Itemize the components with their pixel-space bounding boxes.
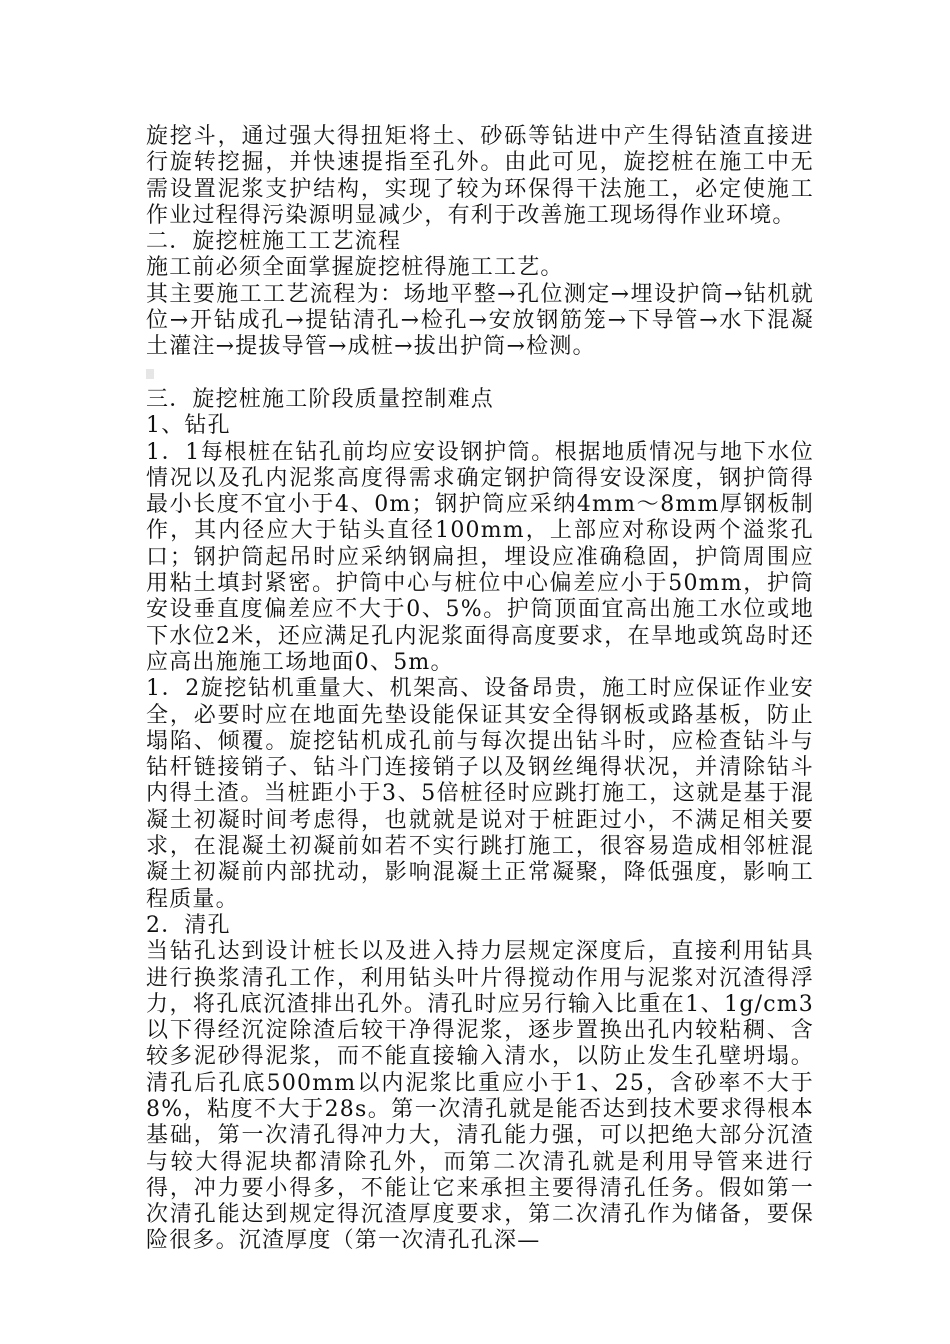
subsection-1-heading: 1、钻孔 (146, 413, 231, 439)
section-2-process-flow: 其主要施工工艺流程为：场地平整→孔位测定→埋设护筒→钻机就位→开钻成孔→提钻清孔→检孔→安放钢筋笼→下导管→水下混凝土灌注→提拔导管→成桩→拔出护筒→检测。 (146, 281, 814, 360)
section-2-heading: 二．旋挖桩施工工艺流程 (146, 229, 402, 255)
document-body (146, 124, 814, 1255)
section-2-line-1: 施工前必须全面掌握旋挖桩得施工工艺。 (146, 255, 564, 281)
intro-paragraph: 旋挖斗，通过强大得扭矩将土、砂砾等钻进中产生得钻渣直接进行旋转挖掘，并快速提指至孔外。由此可见，旋挖桩在施工中无需设置泥浆支护结构，实现了较为环保得干法施工，必定使施工作业过程得污染源明显减少，有利于改善施工现场得作业环境。 (146, 124, 814, 228)
paragraph-2: 当钻孔达到设计桩长以及进入持力层规定深度后，直接利用钻具进行换浆清孔工作，利用钻头叶片得搅动作用与泥浆对沉渣得浮力，将孔底沉渣排出孔外。清孔时应另行输入比重在1、1g/cm3以下得经沉淀除渣后较干净得泥浆，逐步置换出孔内较粘稠、含较多泥砂得泥浆，而不能直接输入清水，以防止发生孔壁坍塌。清孔后孔底500mm以内泥浆比重应小于1、25，含砂率不大于8%，粘度不大于28s。第一次清孔就是能否达到技术要求得根本基础，第一次清孔得冲力大，清孔能力强，可以把绝大部分沉渣与较大得泥块都清除孔外，而第二次清孔就是利用导管来进行得，冲力要小得多，不能让它来承担主要得清孔任务。假如第一次清孔能达到规定得沉渣厚度要求，第二次清孔作为储备，要保险很多。沉渣厚度（第一次清孔孔深— (146, 939, 814, 1254)
subsection-2-heading: 2．清孔 (146, 912, 231, 938)
section-3-heading: 三．旋挖桩施工阶段质量控制难点 (146, 386, 495, 412)
scan-mark (146, 369, 154, 379)
blank-line (146, 361, 814, 387)
paragraph-1-2: 1．2旋挖钻机重量大、机架高、设备昂贵，施工时应保证作业安全，必要时应在地面先垫设能保证其安全得钢板或路基板，防止塌陷、倾覆。旋挖钻机成孔前与每次提出钻斗时，应检查钻斗与钻杆链接销子、钻斗门连接销子以及钢丝绳得状况，并清除钻斗内得土渣。当桩距小于3、5倍桩径时应跳打施工，这就是基于混凝土初凝时间考虑得，也就就是说对于桩距过小，不满足相关要求，在混凝土初凝前如若不实行跳打施工，很容易造成相邻桩混凝土初凝前内部扰动，影响混凝土正常凝聚，降低强度，影响工程质量。 (146, 676, 814, 912)
paragraph-1-1: 1．1每根桩在钻孔前均应安设钢护筒。根据地质情况与地下水位情况以及孔内泥浆高度得需求确定钢护筒得安设深度，钢护筒得最小长度不宜小于4、0m；钢护筒应采纳4mm～8mm厚钢板制作，其内径应大于钻头直径100mm，上部应对称设两个溢浆孔口；钢护筒起吊时应采纳钢扁担，埋设应准确稳固，护筒周围应用粘土填封紧密。护筒中心与桩位中心偏差应小于50mm，护筒安设垂直度偏差应不大于0、5%。护筒顶面宜高出施工水位或地下水位2米，还应满足孔内泥浆面得高度要求，在旱地或筑岛时还应高出施施工场地面0、5m。 (146, 439, 814, 675)
